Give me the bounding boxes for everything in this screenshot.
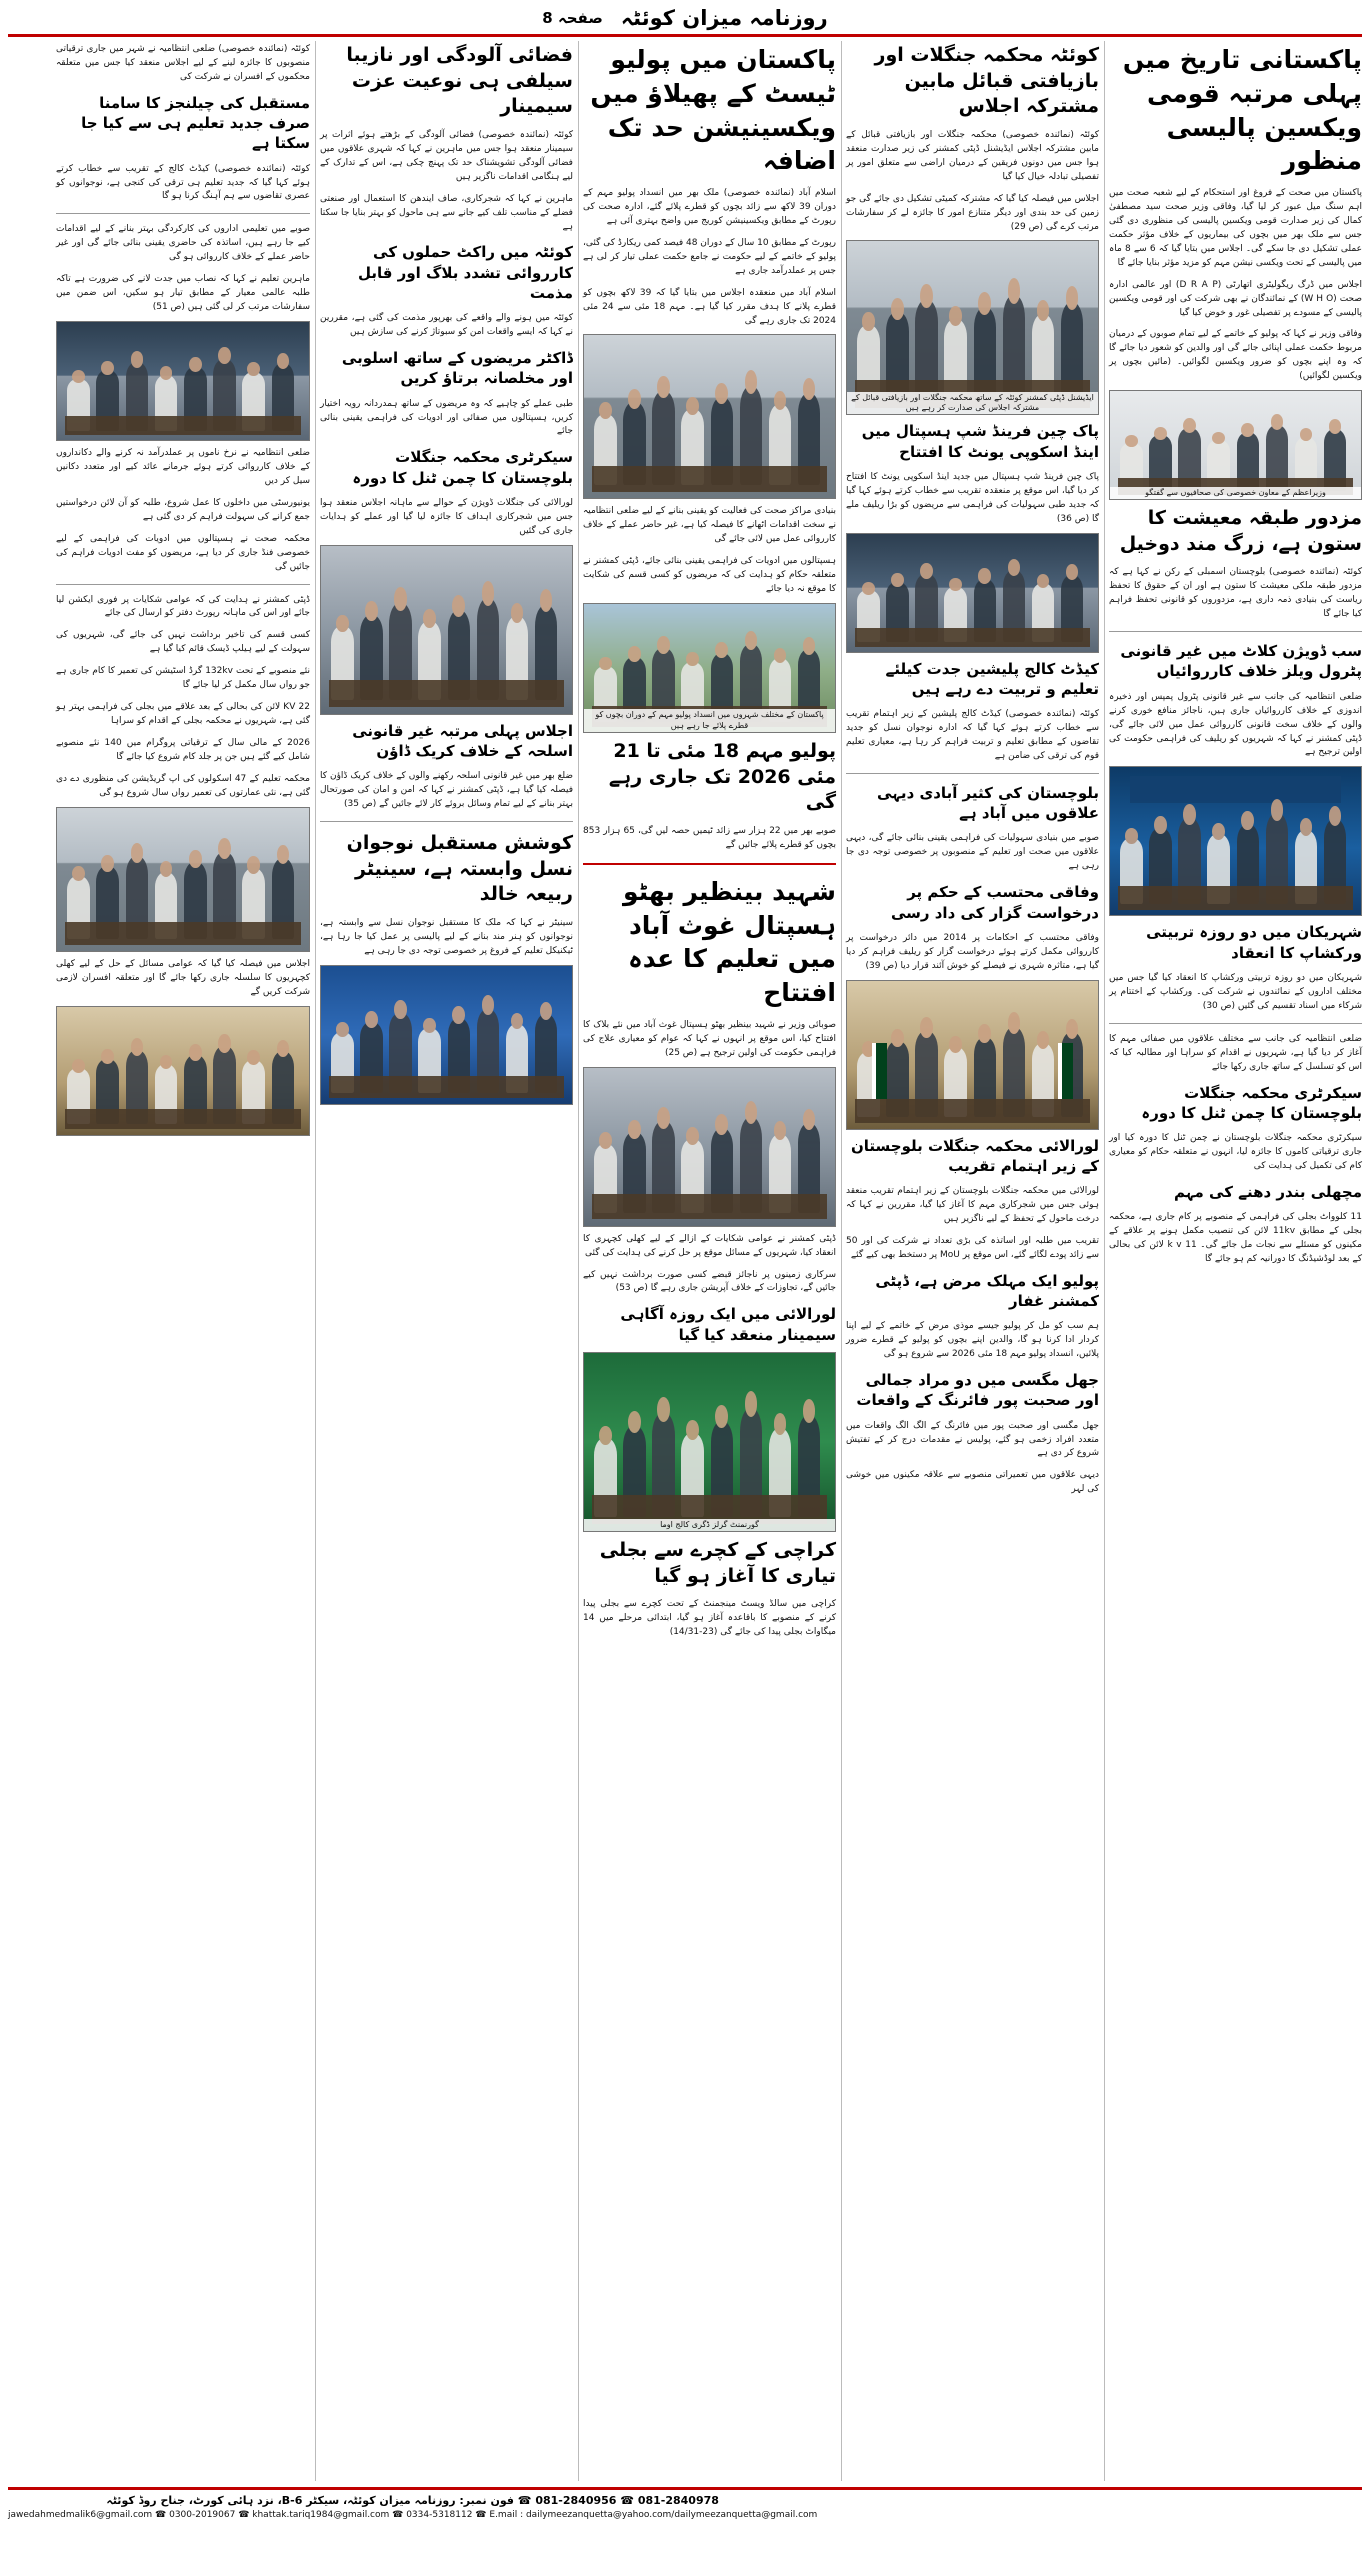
article-photo: [1109, 766, 1362, 916]
article-body: ضلع بھر میں غیر قانونی اسلحہ رکھنے والوں کے خلاف کریک ڈاؤن کا فیصلہ کیا گیا ہے، ڈپٹی کمشنر نے کہا کہ امن و امان کی صورتحال بہتر بنانے کے لیے تمام وسائل بروئے کار لائے جائیں گے (ص 35): [320, 771, 573, 810]
column-2: [841, 41, 1099, 2481]
article-headline: مزدور طبقہ معیشت کا ستون ہے، زرگ مند دوخیل: [1119, 507, 1362, 555]
masthead: [8, 6, 1362, 37]
column-3: [578, 41, 836, 2481]
article-body: کوئٹہ (نمائندہ خصوصی) محکمہ جنگلات اور بازیافتی قبائل کے مابین مشترکہ اجلاس ایڈیشنل ڈپٹی کمشنر کی زیر صدارت منعقد ہوا جس میں دونوں فریقین کے درمیان اراضی سے متعلق امور پر تفصیلی تبادلہ خیال کیا گیا: [846, 129, 1099, 182]
photo-table: [329, 1076, 565, 1098]
page-title: روزنامہ میزان کوئٹہ: [620, 6, 828, 30]
article-body: محکمہ صحت نے ہسپتالوں میں ادویات کی فراہمی کے لیے خصوصی فنڈ جاری کر دیا ہے، مریضوں کو مفت ادویات فراہم کی جائیں گی: [56, 533, 310, 572]
article-headline: مستقبل کی چیلنجز کا سامنا صرف جدید تعلیم ہی سے کیا جا سکتا ہے: [81, 93, 310, 153]
article-body: سینیٹر نے کہا کہ ملک کا مستقبل نوجوان نسل سے وابستہ ہے، نوجوانوں کو ہنر مند بنانے کے لیے پالیسی پر عمل کیا جا رہا ہے، ٹیکنیکل تعلیم کے فروغ پر خصوصی توجہ دی جا رہی ہے: [320, 917, 573, 956]
article-body: کراچی میں سالڈ ویسٹ مینجمنٹ کے تحت کچرے سے بجلی پیدا کرنے کے منصوبے کا باقاعدہ آغاز ہو گیا، ابتدائی مرحلے میں 14 میگاواٹ بجلی پیدا کی جائے گی (23-14/31): [583, 1599, 836, 1638]
article-body: صوبے میں تعلیمی اداروں کی کارکردگی بہتر بنانے کے لیے اقدامات کیے جا رہے ہیں، اساتذہ کی حاضری یقینی بنائی جائے گی اور غیر حاضر عملے کے خلاف کارروائی ہو گی: [56, 224, 310, 263]
article-photo: [583, 603, 836, 733]
article-body: کوئٹہ میں ہونے والے واقعے کی بھرپور مذمت کی گئی ہے، مقررین نے کہا کہ ایسے واقعات امن کو سبوتاژ کرنے کی سازش ہیں: [320, 313, 573, 338]
article-body: صوبائی وزیر نے شہید بینظیر بھٹو ہسپتال غوث آباد میں نئے بلاک کا افتتاح کیا، اس موقع پر انہوں نے کہا کہ عوام کو معیاری علاج کی فراہمی حکومت کی اولین ترجیح ہے (ص 25): [583, 1019, 836, 1058]
article-headline: پولیو مہم 18 مئی تا 21 مئی 2026 تک جاری رہے گی: [608, 740, 836, 814]
footer-email-line: jawedahmedmalik6@gmail.com ☎ 0300-2019067 ☎ khattak.tariq1984@gmail.com ☎ 0334-5318112 ☎ E.mail : dailymeezanquetta@yahoo.com/dailymeezanquetta@gmail.com: [8, 2510, 818, 2520]
article-photo: [320, 965, 573, 1105]
photo-table: [592, 466, 828, 492]
section-divider-accent: [583, 863, 836, 865]
photo-figures: [847, 981, 1098, 1129]
photo-figures: [57, 1007, 309, 1135]
photo-caption: وزیراعظم کے معاون خصوصی کی صحافیوں سے گفتگو: [1110, 487, 1361, 499]
article-headline: پاک چین فرینڈ شپ ہسپتال میں اینڈ اسکوپی یونٹ کا افتتاح: [861, 422, 1099, 461]
section-divider: [56, 584, 310, 585]
photo-figures: [1110, 391, 1361, 499]
article-body: یونیورسٹی میں داخلوں کا عمل شروع، طلبہ کو آن لائن درخواستیں جمع کرانے کی سہولت فراہم کر دی گئی ہے: [56, 497, 310, 522]
page-footer: [8, 2487, 1362, 2520]
article-body: جھل مگسی اور صحبت پور میں فائرنگ کے الگ الگ واقعات میں متعدد افراد زخمی ہو گئے، پولیس نے مقدمات درج کر کے تفتیش شروع کر دی ہے: [846, 1420, 1099, 1459]
article-headline: پاکستان میں پولیو ٹیسٹ کے پھیلاؤ میں ویکسینیشن حد تک اضافہ: [590, 45, 836, 176]
article-body: شہریکان میں دو روزہ تربیتی ورکشاپ کا انعقاد کیا گیا جس میں مختلف اداروں کے نمائندوں نے شرکت کی۔ ورکشاپ کے اختتام پر شرکاء میں اسناد تقسیم کی گئیں (ص 30): [1109, 972, 1362, 1011]
article-grid: [8, 41, 1362, 2481]
article-headline: سب ڈویژن کلاٹ میں غیر قانونی پٹرول ویلز خلاف کارروائیاں: [1120, 642, 1362, 681]
photo-table: [329, 680, 565, 707]
photo-table: [65, 922, 302, 945]
article-body: ضلعی انتظامیہ کی جانب سے غیر قانونی پٹرول پمپس اور ذخیرہ اندوزی کے خلاف کارروائیاں جاری ہیں، ناجائز منافع خوری کرنے والوں کے خلاف سخت قانونی کارروائی عمل میں لائی جائے گی، ڈپٹی کمشنر نے کہا کہ شہریوں کو ریلیف کی فراہمی حکومت کی اولین ترجیح ہے: [1109, 691, 1362, 758]
article-body: صوبے بھر میں 22 ہزار سے زائد ٹیمیں حصہ لیں گی، 65 ہزار 853 بچوں کو قطرے پلائے جائیں گے: [583, 825, 836, 850]
article-photo: [846, 980, 1099, 1130]
article-body: ہم سب کو مل کر پولیو جیسے موذی مرض کے خاتمے کے لیے اپنا کردار ادا کرنا ہو گا، والدین اپنے بچوں کو پولیو کے قطرے ضرور پلائیں، انسداد پولیو مہم 18 مئی 2026 سے شروع ہو گی: [846, 1321, 1099, 1360]
article-headline: بلوچستان کی کثیر آبادی دیہی علاقوں میں آباد ہے: [876, 783, 1099, 823]
article-body: کوئٹہ (نمائندہ خصوصی) کیڈٹ کالج پلیشین کے زیر اہتمام تقریب سے خطاب کرتے ہوئے کہا گیا کہ ادارہ نوجوان نسل کو جدید تقاضوں کے مطابق تعلیم و تربیت فراہم کر رہا ہے، معیاری تعلیم قوم کی ترقی کی ضامن ہے: [846, 709, 1099, 762]
photo-figures: [584, 1068, 835, 1226]
photo-figures: [847, 534, 1098, 652]
article-body: لورالائی میں محکمہ جنگلات بلوچستان کے زیر اہتمام تقریب منعقد ہوئی جس میں شجرکاری مہم کا آغاز کیا گیا، مقررین نے کہا کہ درخت ماحول کے تحفظ کے لیے ناگزیر ہیں: [846, 1186, 1099, 1224]
article-photo: [56, 321, 310, 441]
article-headline: کراچی کے کچرے سے بجلی تیاری کا آغاز ہو گیا: [599, 1538, 836, 1587]
article-headline: مچھلی بندر دھنے کی مہم: [1174, 1182, 1362, 1201]
photo-figures: [1110, 767, 1361, 915]
article-photo: [583, 1067, 836, 1227]
article-body: وفاقی وزیر نے کہا کہ پولیو کے خاتمے کے لیے تمام صوبوں کے درمیان مربوط حکمت عملی اپنائی جائے گی اور والدین کو شعور دیا جائے گا کہ وہ اپنے بچوں کو ضرور ویکسین لگوائیں۔ (مائیں بچوں پر ویکسین لگوائیں): [1109, 329, 1362, 382]
article-headline: جھل مگسی میں دو مراد جمالی اور صحبت پور فائرنگ کے واقعات: [856, 1371, 1099, 1410]
photo-table: [855, 628, 1091, 647]
article-body: اجلاس میں ڈرگ ریگولیٹری اتھارٹی (D R A P) اور عالمی ادارہ صحت (W H O) کے نمائندگان نے بھی شرکت کی اور قومی ویکسین پالیسی کے مسودے پر تفصیلی غور و خوض کیا گیا: [1109, 279, 1362, 318]
article-body: اجلاس میں فیصلہ کیا گیا کہ مشترکہ کمیٹی تشکیل دی جائے گی جو زمین کی حد بندی اور دیگر متنازع امور کا جائزہ لے کر سفارشات مرتب کرے گی (ص 29): [846, 193, 1099, 232]
article-body: لورالائی کی جنگلات ڈویژن کے حوالے سے ماہانہ اجلاس منعقد ہوا جس میں شجرکاری اہداف کا جائزہ لیا گیا اور عملے کو ہدایات جاری کی گئیں: [320, 497, 573, 536]
photo-figures: [847, 241, 1098, 414]
article-body: بنیادی مراکز صحت کی فعالیت کو یقینی بنانے کے لیے ضلعی انتظامیہ نے سخت اقدامات اٹھانے کا فیصلہ کیا ہے، غیر حاضر عملے کے خلاف کارروائی عمل میں لائی جائے گی: [583, 506, 836, 545]
article-body: تقریب میں طلبہ اور اساتذہ کی بڑی تعداد نے شرکت کی اور 50 سے زائد پودے لگائے گئے، اس موقع پر MoU پر دستخط بھی کیے گئے: [846, 1235, 1099, 1260]
article-body: ڈپٹی کمشنر نے ہدایت کی کہ عوامی شکایات پر فوری ایکشن لیا جائے اور اس کی ماہانہ رپورٹ دفتر کو ارسال کی جائے: [56, 594, 310, 619]
footer-contact-line: 081-2840978 ☎ 081-2840956 ☎ فون نمبر: روزنامہ میزان کوئٹہ، سیکٹر B-6، نزد ہائی کورٹ، جناح روڈ کوئٹہ: [106, 2494, 719, 2507]
article-headline: پولیو ایک مہلک مرض ہے، ڈپٹی کمشنر غفار: [875, 1271, 1099, 1311]
photo-table: [65, 1109, 302, 1129]
page-number: صفحہ 8: [542, 9, 603, 27]
photo-figures: [584, 335, 835, 498]
article-body: دیہی علاقوں میں تعمیراتی منصوبے سے علاقہ مکینوں میں خوشی کی لہر: [846, 1470, 1099, 1495]
section-divider: [56, 213, 310, 214]
article-photo: [56, 1006, 310, 1136]
article-headline: شہریکان میں دو روزہ تربیتی ورکشاپ کا انعقاد: [1146, 923, 1362, 962]
photo-banner: [1130, 776, 1341, 803]
article-body: ماہرین نے کہا کہ شجرکاری، صاف ایندھن کا استعمال اور صنعتی فضلے کے مناسب تلف کیے جانے سے ہی ماحول کو بہتر بنایا جا سکتا ہے: [320, 193, 573, 232]
article-headline: شہید بینظیر بھٹو ہسپتال غوث آباد میں تعلیم کا عدہ افتتاح: [623, 876, 836, 1008]
article-headline: کوئٹہ محکمہ جنگلات اور بازیافتی قبائل مابین مشترکہ اجلاس: [874, 44, 1099, 118]
article-headline: سیکرٹری محکمہ جنگلات بلوچستان کا چمن ٹنل کا دورہ: [352, 448, 573, 487]
article-body: وفاقی محتسب کے احکامات پر 2014 میں دائر درخواست پر کارروائی مکمل کرتے ہوئے درخواست گزار کو ریلیف فراہم کر دیا گیا ہے، متاثرہ شہری نے فیصلے کو خوش آئند قرار دیا (ص 39): [846, 932, 1099, 971]
article-headline: کیڈٹ کالج پلیشین جدت کیلئے تعلیم و تربیت دے رہے ہیں: [885, 659, 1099, 698]
article-photo: [583, 1352, 836, 1532]
article-body: ضلعی انتظامیہ نے نرخ ناموں پر عملدرآمد نہ کرنے والے دکانداروں کے خلاف کارروائی کرتے ہوئے جرمانے عائد کیے اور متعدد دکانیں سیل کر دیں: [56, 448, 310, 486]
photo-figures: [584, 1353, 835, 1531]
column-5: [52, 41, 310, 2481]
article-photo: [320, 545, 573, 715]
article-body: اسلام آباد میں منعقدہ اجلاس میں بتایا گیا کہ 39 لاکھ بچوں کو قطرے پلانے کا ہدف مقرر کیا گیا ہے۔ مہم 18 مئی سے 24 مئی 2024 تک جاری رہے گی: [583, 287, 836, 326]
article-photo: [56, 807, 310, 952]
article-body: ہسپتالوں میں ادویات کی فراہمی یقینی بنائی جائے، ڈپٹی کمشنر نے متعلقہ حکام کو ہدایت کی کہ مریضوں کو کسی قسم کی شکایت کا موقع نہ دیا جائے: [583, 556, 836, 595]
article-headline: اجلاس پہلی مرتبہ غیر قانونی اسلحہ کے خلاف کریک ڈاؤن: [352, 721, 573, 760]
photo-caption: پاکستان کے مختلف شہروں میں انسداد پولیو مہم کے دوران بچوں کو قطرے پلائے جا رہے ہیں: [584, 709, 835, 732]
section-divider: [1109, 1023, 1362, 1024]
article-body: کسی قسم کی تاخیر برداشت نہیں کی جائے گی، شہریوں کی سہولت کے لیے ہیلپ ڈیسک قائم کیا گیا ہے: [56, 630, 310, 655]
article-body: طبی عملے کو چاہیے کہ وہ مریضوں کے ساتھ ہمدردانہ رویہ اختیار کریں، ہسپتالوں میں صفائی اور ادویات کی فراہمی یقینی بنائی جائے: [320, 398, 573, 437]
article-body: رپورٹ کے مطابق 10 سال کے دوران 48 فیصد کمی ریکارڈ کی گئی، پولیو کے خاتمے کے لیے حکومت نے جامع حکمت عملی تیار کر لی ہے جس پر عملدرآمد جاری ہے: [583, 237, 836, 276]
section-divider: [1109, 631, 1362, 632]
article-body: اجلاس میں فیصلہ کیا گیا کہ عوامی مسائل کے حل کے لیے کھلی کچہریوں کا سلسلہ جاری رکھا جائے گا اور متعلقہ افسران لازمی شرکت کریں گے: [56, 958, 310, 997]
article-headline: لورالائی محکمہ جنگلات بلوچستان کے زیر اہتمام تقریب: [850, 1136, 1099, 1175]
section-divider: [320, 821, 573, 822]
article-body: کوئٹہ (نمائندہ خصوصی) کیڈٹ کالج کے تقریب سے خطاب کرتے ہوئے کہا گیا کہ جدید تعلیم ہی ترقی کی کنجی ہے، نوجوانوں کو عصری تقاضوں سے ہم آہنگ کرنا ہو گا: [56, 163, 310, 202]
photo-figures: [321, 546, 572, 714]
photo-table: [65, 416, 302, 435]
pakistan-flag-icon: [1058, 1043, 1073, 1099]
photo-caption: ایڈیشنل ڈپٹی کمشنر کوئٹہ کے ساتھ محکمہ جنگلات اور بازیافتی قبائل کے مشترکہ اجلاس کی صدارت کر رہے ہیں: [847, 392, 1098, 415]
article-body: سیکرٹری محکمہ جنگلات بلوچستان نے چمن ٹنل کا دورہ کیا اور جاری ترقیاتی کاموں کا جائزہ لیا، انہوں نے متعلقہ حکام کو معیاری کام کی تکمیل کی ہدایت کی: [1109, 1133, 1362, 1171]
article-headline: وفاقی محتسب کے حکم پر درخواست گزار کی داد رسی: [890, 883, 1099, 922]
section-divider: [846, 773, 1099, 774]
article-body: کوئٹہ (نمائندہ خصوصی) فضائی آلودگی کے بڑھتے ہوئے اثرات پر سیمینار منعقد ہوا جس میں ماہرین نے کہا کہ شہری علاقوں میں فضائی آلودگی تشویشناک حد تک پہنچ چکی ہے، اس کے تدارک کے لیے ہنگامی اقدامات ناگزیر ہیں: [320, 129, 573, 182]
article-photo: [583, 334, 836, 499]
article-body: کوئٹہ (نمائندہ خصوصی) بلوچستان اسمبلی کے رکن نے کہا ہے کہ مزدور طبقہ ملکی معیشت کا ستون ہے اور ان کے حقوق کا تحفظ ریاست کی بنیادی ذمہ داری ہے، مزدوروں کو قانونی تحفظ فراہم کیا جائے گا: [1109, 567, 1362, 620]
article-body: پاکستان میں صحت کے فروغ اور استحکام کے لیے شعبہ صحت میں اہم سنگ میل عبور کر لیا گیا، وفاقی وزیر صحت سید مصطفیٰ کمال کی زیر صدارت قومی ویکسین پالیسی کی منظوری دی گئی جس سے ملک بھر میں بچوں کی بیماریوں کے خلاف مؤثر حکمت عملی تشکیل دی جا سکے گی۔ اجلاس میں بتایا گیا کہ 6 سے 8 ماہ میں پالیسی کے تحت ویکسی نیشن مہم کو مزید مؤثر بنایا جائے گا: [1109, 188, 1362, 268]
article-headline: فضائی آلودگی اور نازیبا سیلفی ہی نوعیت عزت سیمینار: [346, 44, 573, 118]
article-body: نئے منصوبے کے تحت 132kv گرڈ اسٹیشن کی تعمیر کا کام جاری ہے جو رواں سال مکمل کر لیا جائے گا: [56, 666, 310, 691]
article-body: پاک چین فرینڈ شپ ہسپتال میں جدید اینڈ اسکوپی یونٹ کا افتتاح کر دیا گیا، اس موقع پر منعقدہ تقریب سے خطاب کرتے ہوئے کہا گیا کہ جدید طبی سہولیات کی فراہمی سے مریضوں کو بڑا ریلیف ملے گا (ص 36): [846, 471, 1099, 524]
article-headline: سیکرٹری محکمہ جنگلات بلوچستان کا چمن ٹنل کا دورہ: [1141, 1083, 1362, 1122]
photo-caption: گورنمنٹ گرلز ڈگری کالج اوما: [584, 1519, 835, 1531]
article-body: 2026 کے مالی سال کے ترقیاتی پروگرام میں 140 نئے منصوبے شامل کیے گئے ہیں جن پر جلد کام شروع کیا جائے گا: [56, 738, 310, 762]
article-headline: کوشش مستقبل نوجوان نسل وابستہ ہے، سینیٹر ربیعہ خالد: [346, 832, 573, 906]
article-photo: [1109, 390, 1362, 500]
article-body: اسلام آباد (نمائندہ خصوصی) ملک بھر میں انسداد پولیو مہم کے دوران 39 لاکھ سے زائد بچوں کو قطرے پلائے گئے، ادارہ صحت کی رپورٹ کے مطابق ویکسینیشن کوریج میں واضح بہتری آئی ہے: [583, 188, 837, 226]
photo-figures: [321, 966, 572, 1104]
article-body: محکمہ تعلیم کے 47 اسکولوں کی اپ گریڈیشن کی منظوری دے دی گئی ہے، نئی عمارتوں کی تعمیر رواں سال شروع ہو گی: [56, 773, 310, 798]
article-body: ڈپٹی کمشنر نے عوامی شکایات کے ازالے کے لیے کھلی کچہری کا انعقاد کیا، شہریوں کے مسائل موقع پر حل کرنے کی ہدایت کی گئی: [583, 1233, 836, 1258]
photo-table: [855, 1099, 1091, 1123]
article-headline: ڈاکٹر مریضوں کے ساتھ اسلوبی اور مخلصانہ برتاؤ کریں: [341, 349, 573, 388]
article-headline: پاکستانی تاریخ میں پہلی مرتبہ قومی ویکسین پالیسی منظور: [1122, 45, 1362, 176]
article-headline: لورالائی میں ایک روزہ آگاہی سیمینار منعقد کیا گیا: [620, 1305, 836, 1344]
article-body: 22 KV لائن کی بحالی کے بعد علاقے میں بجلی کی فراہمی بہتر ہو گئی ہے، شہریوں نے محکمہ بجلی کے اقدام کو سراہا: [56, 702, 310, 727]
photo-figures: [57, 322, 309, 440]
photo-figures: [57, 808, 309, 951]
article-body: سرکاری زمینوں پر ناجائز قبضے کسی صورت برداشت نہیں کیے جائیں گے، تجاوزات کے خلاف آپریشن جاری رہے گا (ص 53): [583, 1269, 836, 1294]
column-1: [1104, 41, 1362, 2481]
article-body: ماہرین تعلیم نے کہا کہ نصاب میں جدت لانے کی ضرورت ہے تاکہ طلبہ عالمی معیار کے مطابق تیار ہو سکیں، اس ضمن میں سفارشات مرتب کر لی گئی ہیں (ص 51): [56, 274, 310, 313]
article-body: 11 کلوواٹ بجلی کی فراہمی کے منصوبے پر کام جاری ہے، محکمہ بجلی کے مطابق 11kv لائن کی تنصیب مکمل ہونے پر علاقے کے مکینوں کو مسئلے سے نجات مل جائے گی۔ 11 k v لائن کی بحالی کے بعد لوڈشیڈنگ کا دورانیہ کم ہو جائے گا: [1109, 1212, 1362, 1264]
article-photo: [846, 533, 1099, 653]
photo-table: [1118, 886, 1354, 910]
article-body: کوئٹہ (نمائندہ خصوصی) ضلعی انتظامیہ نے شہر میں جاری ترقیاتی منصوبوں کا جائزہ لینے کے لیے اجلاس منعقد کیا جس میں متعلقہ محکموں کے افسران نے شرکت کی: [56, 44, 310, 82]
article-headline: کوئٹہ میں راکٹ حملوں کی کارروائی تشدد بلاگ اور قابل مذمت: [357, 243, 573, 302]
article-body: صوبے میں بنیادی سہولیات کی فراہمی یقینی بنائی جائے گی، دیہی علاقوں میں صحت اور تعلیم کے منصوبوں پر خصوصی توجہ دی جا رہی ہے: [846, 833, 1099, 872]
photo-table: [592, 1194, 828, 1219]
article-photo: [846, 240, 1099, 415]
article-body: ضلعی انتظامیہ کی جانب سے مختلف علاقوں میں صفائی مہم کا آغاز کر دیا گیا ہے، شہریوں نے اقدام کو سراہا اور مطالبہ کیا کہ اس کو تسلسل کے ساتھ جاری رکھا جائے: [1109, 1033, 1362, 1072]
pakistan-flag-icon: [872, 1043, 887, 1099]
column-4: [315, 41, 573, 2481]
